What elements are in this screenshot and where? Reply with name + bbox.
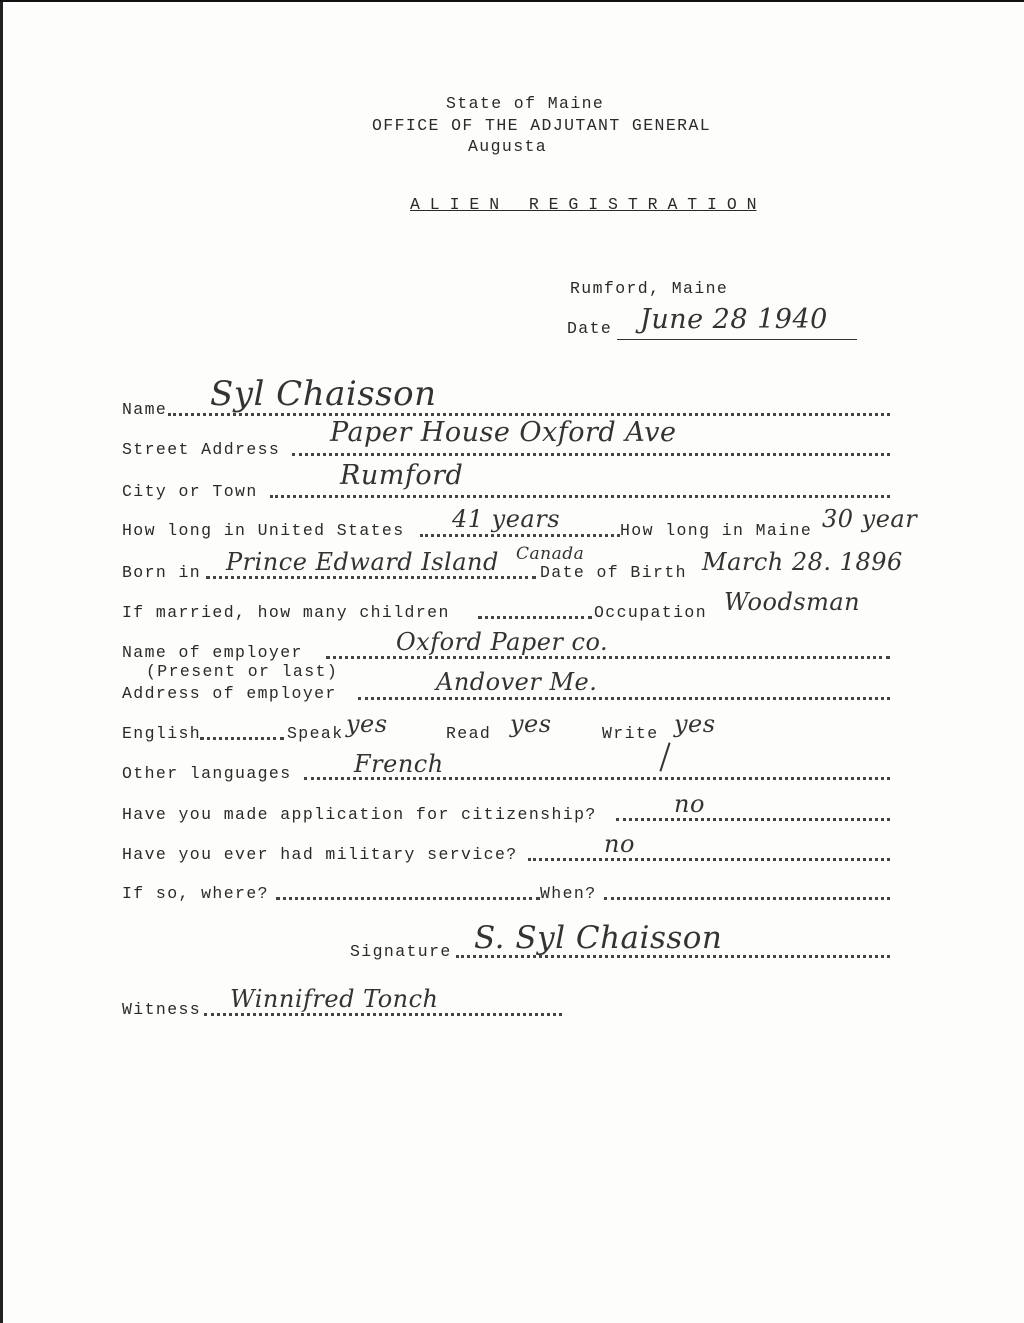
born-value: Prince Edward Island bbox=[226, 548, 499, 576]
city-value: Rumford bbox=[340, 460, 464, 491]
signature-label: Signature bbox=[350, 942, 452, 961]
name-label: Name bbox=[122, 400, 168, 419]
citizenship-dots bbox=[616, 818, 890, 821]
date-value: June 28 1940 bbox=[640, 304, 828, 335]
english-dots bbox=[200, 737, 284, 740]
pen-stroke bbox=[659, 742, 670, 771]
occupation-value: Woodsman bbox=[724, 588, 861, 616]
english-label: English bbox=[122, 724, 202, 743]
witness-label: Witness bbox=[122, 1000, 202, 1019]
languages-value: French bbox=[354, 750, 444, 778]
born-dots bbox=[206, 576, 536, 579]
years-maine-value: 30 year bbox=[822, 505, 918, 533]
employer-label: Name of employer bbox=[122, 643, 303, 662]
form-title: A L I E N R E G I S T R A T I O N bbox=[410, 195, 757, 214]
city-dots bbox=[270, 495, 890, 498]
military-value: no bbox=[604, 830, 635, 858]
languages-label: Other languages bbox=[122, 764, 292, 783]
employer-address-value: Andover Me. bbox=[436, 668, 598, 696]
years-us-value: 41 years bbox=[452, 505, 561, 533]
read-label: Read bbox=[446, 724, 492, 743]
employer-address-dots bbox=[358, 697, 890, 700]
citizenship-value: no bbox=[674, 790, 705, 818]
years-us-dots bbox=[420, 534, 620, 537]
header-state: State of Maine bbox=[446, 94, 605, 113]
witness-value: Winnifred Tonch bbox=[230, 985, 439, 1013]
employer-address-label: Address of employer bbox=[122, 684, 337, 703]
years-us-label: How long in United States bbox=[122, 521, 405, 540]
born-note: Canada bbox=[516, 544, 585, 564]
header-city: Augusta bbox=[468, 137, 548, 156]
where-dots bbox=[276, 897, 540, 900]
city-label: City or Town bbox=[122, 482, 258, 501]
military-dots bbox=[528, 858, 890, 861]
date-label: Date bbox=[567, 319, 613, 338]
military-label: Have you ever had military service? bbox=[122, 845, 518, 864]
occupation-label: Occupation bbox=[594, 603, 708, 622]
years-maine-label: How long in Maine bbox=[620, 521, 813, 540]
header-office: OFFICE OF THE ADJUTANT GENERAL bbox=[372, 116, 712, 135]
employer-dots bbox=[326, 656, 890, 659]
employer-note: (Present or last) bbox=[146, 662, 339, 681]
street-value: Paper House Oxford Ave bbox=[330, 417, 677, 448]
speak-label: Speak bbox=[287, 724, 344, 743]
children-label: If married, how many children bbox=[122, 603, 450, 622]
street-label: Street Address bbox=[122, 440, 281, 459]
location: Rumford, Maine bbox=[570, 279, 729, 298]
signature-value: S. Syl Chaisson bbox=[474, 920, 723, 956]
write-label: Write bbox=[602, 724, 659, 743]
witness-dots bbox=[204, 1013, 562, 1016]
when-label: When? bbox=[540, 884, 597, 903]
when-dots bbox=[604, 897, 890, 900]
children-dots bbox=[478, 616, 592, 619]
citizenship-label: Have you made application for citizenship? bbox=[122, 805, 597, 824]
born-label: Born in bbox=[122, 563, 202, 582]
speak-value: yes bbox=[346, 710, 388, 738]
write-value: yes bbox=[674, 710, 716, 738]
date-underline bbox=[617, 339, 857, 340]
street-dots bbox=[292, 453, 890, 456]
read-value: yes bbox=[510, 710, 552, 738]
name-value: Syl Chaisson bbox=[210, 374, 437, 414]
where-label: If so, where? bbox=[122, 884, 269, 903]
employer-value: Oxford Paper co. bbox=[396, 628, 609, 656]
dob-label: Date of Birth bbox=[540, 563, 687, 582]
dob-value: March 28. 1896 bbox=[702, 548, 903, 576]
